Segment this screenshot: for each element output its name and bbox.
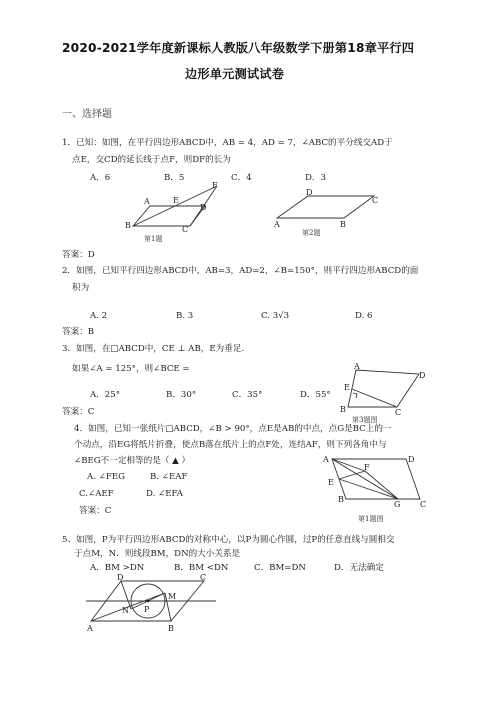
- q3-fig-label-c: C: [395, 408, 402, 417]
- fig1-label-f: F: [212, 181, 218, 190]
- fig2-label-b: B: [340, 220, 346, 229]
- fig2-label-c: C: [372, 196, 379, 205]
- q3-figure-caption: 第3题图: [352, 416, 378, 424]
- q4-option-c: C.∠AEF: [79, 489, 114, 499]
- q5-option-a: A．BM >DN: [90, 563, 145, 573]
- q3-option-b: B．30°: [166, 390, 197, 400]
- q4-option-a: A. ∠FEG: [87, 472, 125, 482]
- q2-option-b: B. 3: [176, 311, 194, 321]
- q1-option-c: C．4: [231, 173, 252, 183]
- q2-option-a: A. 2: [90, 311, 108, 321]
- q5-text-line2: 于点M，N．则线段BM，DN的大小关系是: [74, 549, 241, 559]
- q4-option-b: B. ∠EAF: [150, 472, 188, 482]
- fig1-label-b: B: [125, 221, 131, 230]
- q3-answer: 答案：C: [62, 407, 95, 417]
- q2-option-d: D. 6: [355, 311, 373, 321]
- fig2-label-a: A: [274, 220, 280, 229]
- q3-text-line2: 如果∠A = 125°，则∠BCE =: [72, 364, 190, 374]
- q1-text-line1: 1．已知：如图，在平行四边形ABCD中，AB = 4，AD = 7，∠ABC的平分线交AD于: [62, 138, 393, 148]
- q5-fig-label-m: M: [168, 592, 177, 601]
- q1-option-d: D．3: [305, 173, 326, 183]
- q2-text-line2: 积为: [72, 283, 90, 293]
- q5-fig-label-b: B: [168, 624, 174, 633]
- q5-fig-label-d: D: [117, 573, 124, 582]
- q4-text-line1: 4．如图，已知一张纸片□ABCD，∠B > 90°，点E是AB的中点，点G是BC上的一: [74, 424, 392, 434]
- q3-fig-label-b: B: [340, 405, 346, 414]
- q1-text-line2: 点E，交CD的延长线于点F，则DF的长为: [72, 155, 231, 165]
- q1-figure-1-caption: 第1题: [144, 235, 163, 243]
- q5-figure: [86, 573, 226, 637]
- fig1-label-e: E: [173, 196, 179, 205]
- q2-answer: 答案：B: [62, 327, 95, 337]
- q1-figure-2-caption: 第2题: [302, 229, 321, 237]
- q4-fig-label-d: D: [408, 455, 415, 464]
- q3-fig-label-a: A: [354, 362, 360, 371]
- document-title-line1: 2020-2021学年度新课标人教版八年级数学下册第18章平行四: [62, 41, 415, 55]
- fig1-label-a: A: [144, 197, 150, 206]
- document-title-line2: 边形单元测试试卷: [185, 67, 285, 81]
- q5-fig-label-a: A: [87, 624, 93, 633]
- q4-figure-caption: 第1题图: [358, 515, 384, 523]
- q4-fig-label-c: C: [420, 500, 427, 509]
- q1-figure-1: [120, 180, 230, 250]
- q2-text-line1: 2．如图，已知平行四边形ABCD中，AB=3，AD=2，∠B=150°，则平行四边形ABCD的面: [62, 266, 419, 276]
- q3-fig-label-e: E: [344, 383, 350, 392]
- q3-figure: [340, 362, 432, 422]
- q5-fig-label-p: P: [144, 605, 150, 614]
- q3-option-d: D．55°: [300, 390, 331, 400]
- q4-text-line2: 个动点，沿EG将纸片折叠，使点B落在纸片上的点F处，连结AF，则下列各角中与: [74, 440, 387, 450]
- q3-option-a: A．25°: [90, 390, 121, 400]
- q3-option-c: C．35°: [232, 390, 263, 400]
- q4-option-d: D. ∠EFA: [146, 489, 183, 499]
- q5-option-d: D．无法确定: [334, 563, 384, 573]
- section-heading: 一、选择题: [62, 109, 112, 120]
- q4-fig-label-e: E: [328, 478, 334, 487]
- fig1-label-d: D: [200, 203, 207, 212]
- q2-option-c: C. 3√3: [261, 311, 290, 321]
- q5-fig-label-n: N: [122, 606, 129, 615]
- q4-fig-label-f: F: [364, 463, 370, 472]
- q3-fig-label-d: D: [419, 371, 426, 380]
- q4-answer: 答案：C: [79, 506, 112, 516]
- q5-option-b: B．BM <DN: [174, 563, 229, 573]
- q1-option-a: A．6: [90, 173, 111, 183]
- q5-option-c: C．BM=DN: [254, 563, 306, 573]
- q4-figure: [320, 452, 430, 514]
- q5-fig-label-c: C: [200, 573, 207, 582]
- q1-figure-2: [272, 188, 388, 230]
- q5-text-line1: 5、如图，P为平行四边形ABCD的对称中心，以P为圆心作圆，过P的任意直线与圆相交: [62, 535, 395, 545]
- fig1-label-c: C: [182, 225, 189, 234]
- q4-fig-label-g: G: [394, 500, 401, 509]
- q4-text-line3: ∠BEG不一定相等的是（ ▲ ）: [74, 456, 191, 466]
- fig2-label-d: D: [306, 188, 313, 197]
- q1-answer: 答案：D: [62, 250, 95, 260]
- q4-fig-label-b: B: [338, 495, 344, 504]
- q4-fig-label-a: A: [323, 455, 329, 464]
- q1-option-b: B．5: [164, 173, 185, 183]
- q3-text-line1: 3．如图，在□ABCD中，CE ⊥ AB，E为垂足.: [62, 344, 245, 354]
